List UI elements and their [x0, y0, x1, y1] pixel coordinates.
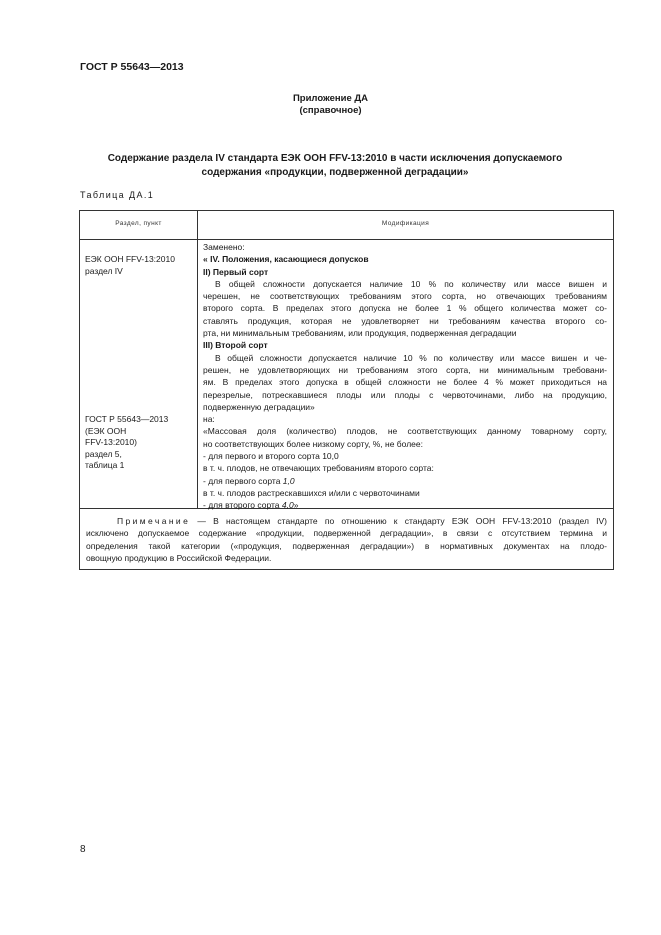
section-title-line: содержания «продукции, подверженной деградации»	[201, 166, 469, 178]
grade2-heading: III) Второй сорт	[203, 340, 268, 351]
column-divider	[197, 211, 198, 508]
header-divider	[80, 239, 613, 240]
section-ref-line: раздел IV	[85, 265, 123, 276]
heading-iv: « IV. Положения, касающиеся допусков	[203, 254, 369, 265]
on-label: на:	[203, 414, 215, 425]
first-grade-line	[203, 475, 607, 487]
note-line: определения такой категории («продукция, подверженная деградации») в нормативных документах на плодо-	[86, 540, 607, 551]
grade1-text-line: второго сорта. В пределах этого допуска не более 1 % общего количества может со-	[203, 303, 607, 314]
table-note	[86, 515, 607, 564]
modification-table	[79, 210, 614, 570]
column-header-modification: Модификация	[381, 220, 430, 227]
modification-cell	[203, 241, 607, 512]
section-ref-line: таблица 1	[85, 460, 125, 470]
section-ref-source	[85, 254, 195, 277]
new-text-line: «Массовая доля (количество) плодов, не соответствующих данному товарному сорту,	[203, 426, 607, 437]
note-label: Примечание	[117, 516, 191, 526]
section-ref-target	[85, 414, 195, 472]
grade2-text-line: перезрелые, потрескавшиеся плоды или плоды с червоточинами, либо на продукцию,	[203, 389, 607, 400]
grade2-text-line: ям. В пределах этого допуска в общей сложности не более 4 % может приходиться на	[203, 377, 607, 388]
annex-title: Приложение ДА	[292, 93, 369, 104]
page-number: 8	[80, 844, 86, 855]
grade2-text-line: решен, не удовлетворяющих ни требованиям этого сорта, ни минимальным требовани-	[203, 364, 607, 375]
list-line: - для первого и второго сорта 10,0	[203, 451, 339, 462]
section-title-line: Содержание раздела IV стандарта ЕЭК ООН FFV-13:2010 в части исключения допускаемого	[107, 153, 563, 164]
section-ref-line: FFV-13:2010)	[85, 437, 137, 447]
grade1-text-line: рта, ни минимальным требованиям, или продукция, подверженная деградации	[203, 328, 517, 339]
section-title	[70, 152, 600, 179]
document-code: ГОСТ Р 55643—2013	[80, 61, 184, 73]
grade1-heading: II) Первый сорт	[203, 266, 269, 277]
second-grade-line	[203, 499, 607, 511]
grade1-text-line: В общей сложности допускается наличие 10 % по количеству или массе вишен и	[215, 278, 607, 289]
section-ref-line: ГОСТ Р 55643—2013	[85, 414, 169, 424]
second-grade-value: 4,0	[281, 500, 294, 511]
grade2-text-line: подверженную деградации»	[203, 401, 315, 412]
note-line: овощную продукцию в Российской Федерации.	[86, 552, 272, 563]
replaced-label: Заменено:	[203, 242, 245, 252]
first-grade-value: 1,0	[282, 475, 295, 486]
list-line: в т. ч. плодов, не отвечающих требованиям второго сорта:	[203, 463, 434, 474]
note-line-rest: — В настоящем стандарте по отношению к стандарту ЕЭК ООН FFV-13:2010 (раздел IV)	[190, 516, 607, 526]
note-line: исключено допускаемое содержание «продукции, подверженной деградации», в связи с отсутствием термина и	[86, 528, 607, 539]
section-ref-line: (ЕЭК ООН	[85, 425, 127, 436]
grade1-text-line: ставлять продукция, которая не удовлетворяет ни требованиям качества второго со-	[203, 315, 607, 326]
first-grade-label: - для первого сорта	[203, 475, 283, 486]
cracked-line: в т. ч. плодов растрескавшихся и/или с червоточинами	[203, 487, 420, 498]
column-header-section: Раздел, пункт	[115, 220, 162, 227]
new-text-line: но соответствующих более низкому сорту, %, не более:	[203, 438, 423, 449]
section-ref-line: ЕЭК ООН FFV-13:2010	[85, 254, 175, 264]
annex-subtitle: (справочное)	[299, 105, 362, 116]
second-grade-label: - для второго сорта	[203, 500, 282, 511]
note-line	[86, 515, 607, 527]
table-caption: Таблица ДА.1	[80, 190, 155, 200]
section-ref-line: раздел 5,	[85, 448, 122, 459]
grade1-text-line: черешен, не соответствующих требованиям этого сорта, но отвечающих требованиям	[203, 291, 607, 302]
annex-heading	[0, 93, 661, 117]
grade2-text-line: В общей сложности допускается наличие 10 % по количеству или массе вишен и че-	[215, 352, 607, 363]
closing-quote: »	[293, 500, 299, 511]
